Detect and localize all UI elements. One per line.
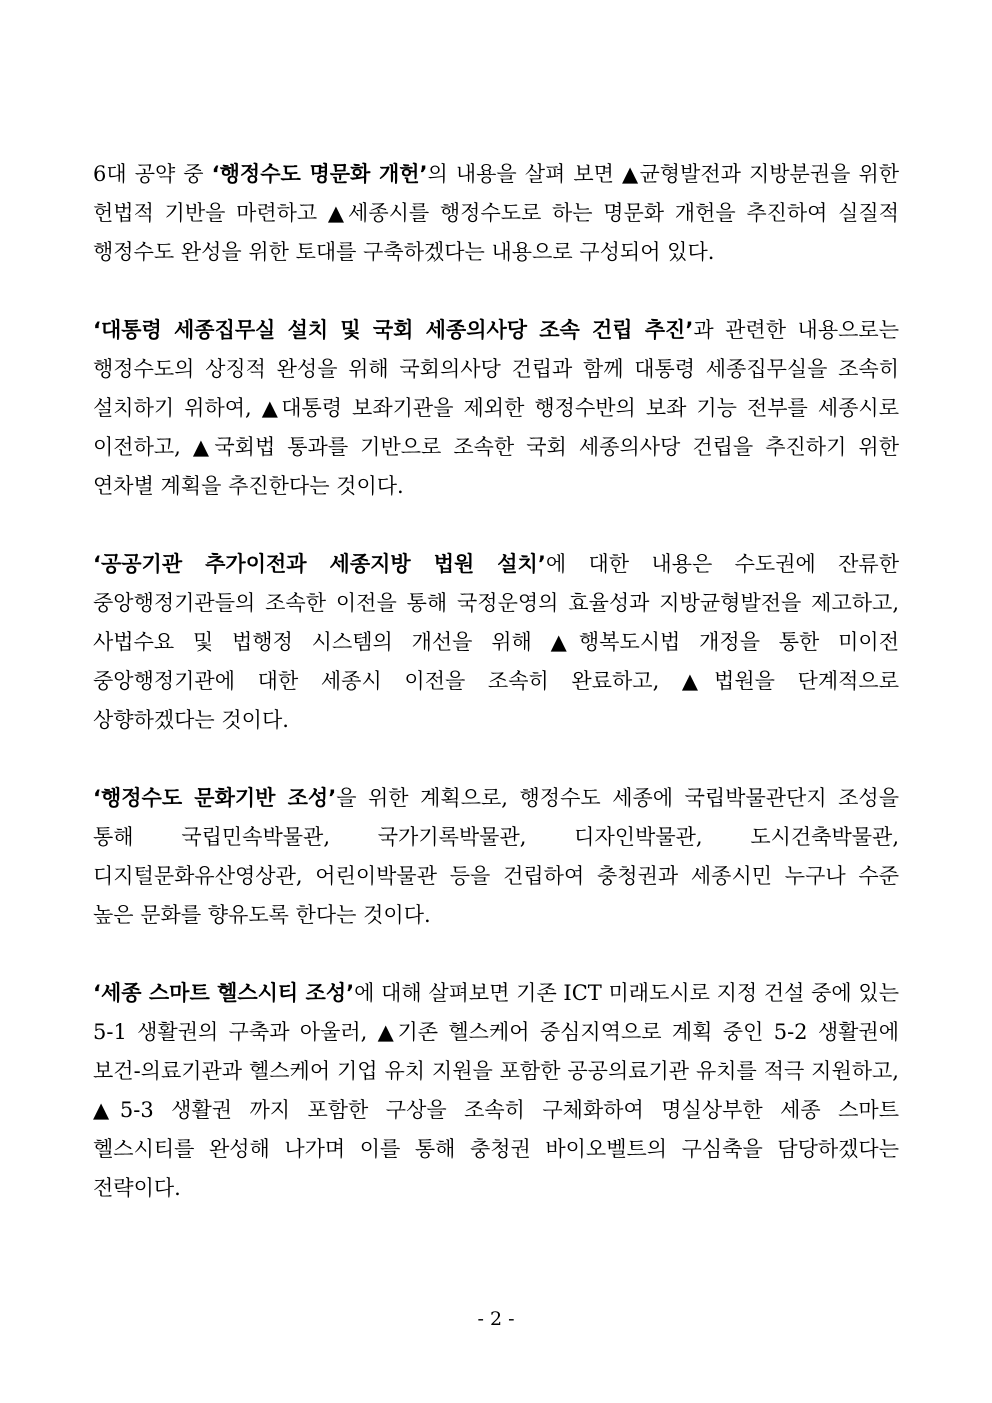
paragraph-body-text: 을 위한 계획으로, 행정수도 세종에 국립박물관단지 조성을 통해 국립민속박물관, 국가기록박물관, 디자인박물관, 도시건축박물관, 디지털문화유산영상관, 어린이박물관 등을 건립하여 충청권과 세종시민 누구나 수준 높은 문화를 향유도록 한다는 것이다.: [93, 786, 900, 927]
paragraph-heading-bold: ‘세종 스마트 헬스시티 조성’: [93, 981, 355, 1005]
paragraph-body-text: 에 대해 살펴보면 기존 ICT 미래도시로 지정 건설 중에 있는 5-1 생활권의 구축과 아울러, ▲기존 헬스케어 중심지역으로 계획 중인 5-2 생활권에 보건-의료기관과 헬스케어 기업 유치 지원을 포함한 공공의료기관 유치를 적극 지원하고, ▲5-3 생활권 까지 포함한 구상을 조속히 구체화하여 명실상부한 세종 스마트 헬스시티를 완성해 나가며 이를 통해 충청권 바이오벨트의 구심축을 담당하겠다는 전략이다.: [93, 981, 899, 1200]
paragraph-body-text: 에 대한 내용은 수도권에 잔류한 중앙행정기관들의 조속한 이전을 통해 국정운영의 효율성과 지방균형발전을 제고하고, 사법수요 및 법행정 시스템의 개선을 위해 ▲행복도시법 개정을 통한 미이전 중앙행정기관에 대한 세종시 이전을 조속히 완료하고, ▲법원을 단계적으로 상향하겠다는 것이다.: [93, 552, 900, 732]
paragraph-presidential-office-assembly: [93, 311, 899, 506]
paragraph-lead-text: 6대 공약 중: [93, 162, 212, 186]
paragraph-body-text: 의 내용을 살펴 보면 ▲균형발전과 지방분권을 위한 헌법적 기반을 마련하고 ▲세종시를 행정수도로 하는 명문화 개헌을 추진하여 실질적 행정수도 완성을 위한 토대를 구축하겠다는 내용으로 구성되어 있다.: [93, 162, 900, 264]
document-body: [93, 155, 899, 1247]
paragraph-body-text: 과 관련한 내용으로는 행정수도의 상징적 완성을 위해 국회의사당 건립과 함께 대통령 세종집무실을 조속히 설치하기 위하여, ▲대통령 보좌기관을 제외한 행정수반의 보좌 기능 전부를 세종시로 이전하고, ▲국회법 통과를 기반으로 조속한 국회 세종의사당 건립을 추진하기 위한 연차별 계획을 추진한다는 것이다.: [93, 318, 899, 498]
paragraph-cultural-infrastructure: [93, 779, 899, 935]
paragraph-smart-health-city: [93, 974, 899, 1208]
paragraph-heading-bold: ‘행정수도 문화기반 조성’: [93, 786, 337, 810]
page-number: - 2 -: [477, 1308, 515, 1330]
paragraph-administrative-capital-amendment: [93, 155, 899, 272]
paragraph-heading-bold: ‘대통령 세종집무실 설치 및 국회 세종의사당 조속 건립 추진’: [93, 318, 694, 342]
paragraph-heading-bold: ‘행정수도 명문화 개헌’: [211, 162, 428, 186]
paragraph-public-institutions-court: [93, 545, 899, 740]
paragraph-heading-bold: ‘공공기관 추가이전과 세종지방 법원 설치’: [93, 552, 546, 576]
